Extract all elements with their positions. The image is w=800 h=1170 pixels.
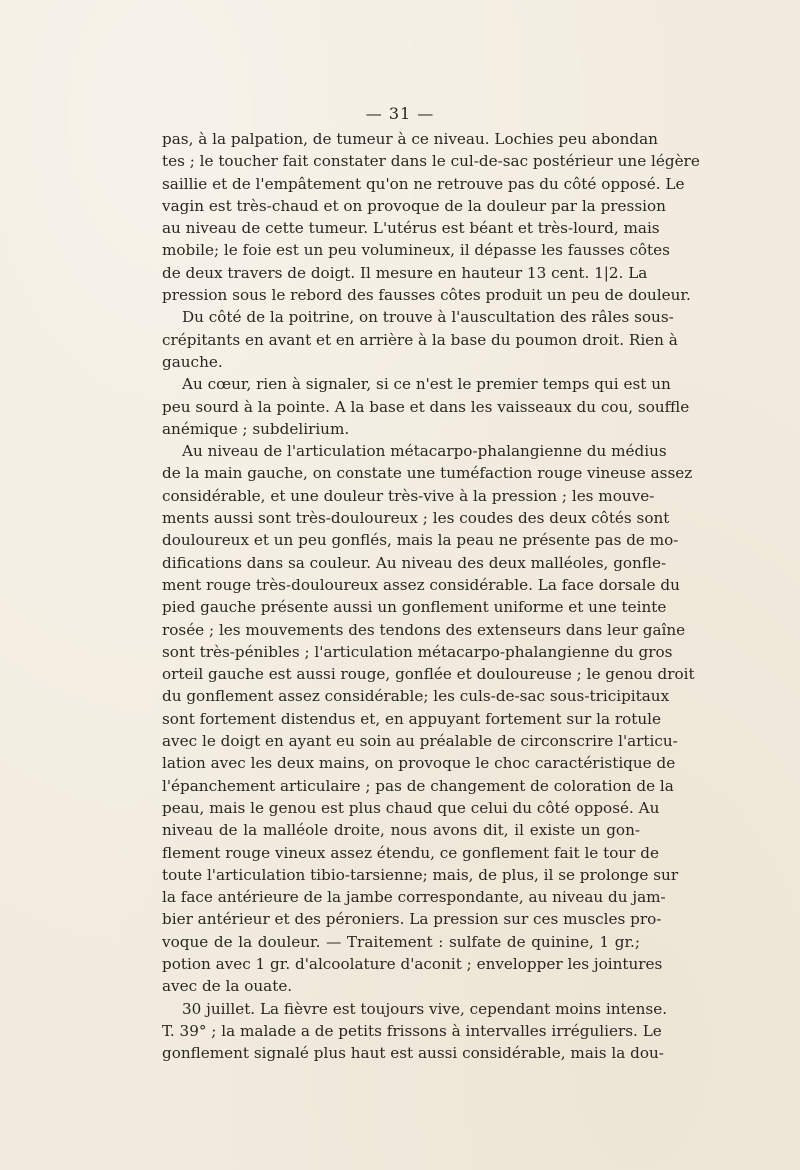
text-line: orteil gauche est aussi rouge, gonflée et douloureuse ; le genou droit xyxy=(162,665,695,684)
body-text xyxy=(162,128,700,1064)
text-line: douloureux et un peu gonflés, mais la peau ne présente pas de mo- xyxy=(162,531,679,550)
text-line: de deux travers de doigt. Il mesure en hauteur 13 cent. 1|2. La xyxy=(162,263,648,282)
text-line: saillie et de l'empâtement qu'on ne retrouve pas du côté opposé. Le xyxy=(162,174,685,193)
text-line: ment rouge très-douloureux assez considérable. La face dorsale du xyxy=(162,575,680,594)
text-line: gonflement signalé plus haut est aussi considérable, mais la dou- xyxy=(162,1044,664,1063)
text-line: ments aussi sont très-douloureux ; les coudes des deux côtés sont xyxy=(162,509,670,528)
page-number: — 31 — xyxy=(365,104,435,123)
text-line: l'épanchement articulaire ; pas de changement de coloration de la xyxy=(162,776,674,795)
text-line: potion avec 1 gr. d'alcoolature d'aconit ; envelopper les jointures xyxy=(162,954,663,973)
text-line: crépitants en avant et en arrière à la base du poumon droit. Rien à xyxy=(162,330,678,349)
text-line: avec le doigt en ayant eu soin au préalable de circonscrire l'articu- xyxy=(162,732,678,751)
text-line: pression sous le rebord des fausses côtes produit un peu de douleur. xyxy=(162,286,691,305)
text-line: niveau de la malléole droite, nous avons dit, il existe un gon- xyxy=(162,821,640,840)
text-line: de la main gauche, on constate une tuméfaction rouge vineuse assez xyxy=(162,464,693,483)
text-line: voque de la douleur. — Traitement : sulfate de quinine, 1 gr.; xyxy=(162,932,640,951)
text-line: considérable, et une douleur très-vive à la pression ; les mouve- xyxy=(162,486,655,505)
text-line: au niveau de cette tumeur. L'utérus est béant et très-lourd, mais xyxy=(162,219,660,238)
text-line: difications dans sa couleur. Au niveau des deux malléoles, gonfle- xyxy=(162,553,667,572)
text-line: la face antérieure de la jambe correspondante, au niveau du jam- xyxy=(162,888,666,907)
text-line: rosée ; les mouvements des tendons des extenseurs dans leur gaîne xyxy=(162,620,686,639)
text-line: anémique ; subdelirium. xyxy=(162,419,350,438)
text-line: toute l'articulation tibio-tarsienne; mais, de plus, il se prolonge sur xyxy=(162,865,679,884)
text-line: vagin est très-chaud et on provoque de la douleur par la pression xyxy=(162,196,666,215)
text-line: 30 juillet. La fièvre est toujours vive, cependant moins intense. xyxy=(182,999,668,1018)
text-line: du gonflement assez considérable; les culs-de-sac sous-tricipitaux xyxy=(162,687,670,706)
text-line: Du côté de la poitrine, on trouve à l'auscultation des râles sous- xyxy=(182,308,674,327)
text-line: T. 39° ; la malade a de petits frissons à intervalles irréguliers. Le xyxy=(162,1021,662,1040)
text-line: avec de la ouate. xyxy=(162,977,293,996)
text-line: sont très-pénibles ; l'articulation métacarpo-phalangienne du gros xyxy=(162,642,673,661)
text-line: peu sourd à la pointe. A la base et dans les vaisseaux du cou, souffle xyxy=(162,397,690,416)
text-line: Au niveau de l'articulation métacarpo-phalangienne du médius xyxy=(182,442,667,461)
text-line: mobile; le foie est un peu volumineux, il dépasse les fausses côtes xyxy=(162,241,670,260)
text-line: flement rouge vineux assez étendu, ce gonflement fait le tour de xyxy=(162,843,659,862)
text-line: sont fortement distendus et, en appuyant fortement sur la rotule xyxy=(162,709,661,728)
text-line: bier antérieur et des péroniers. La pression sur ces muscles pro- xyxy=(162,910,662,929)
text-line: peau, mais le genou est plus chaud que celui du côté opposé. Au xyxy=(162,798,660,817)
text-line: tes ; le toucher fait constater dans le cul-de-sac postérieur une légère xyxy=(162,152,700,171)
text-line: gauche. xyxy=(162,352,223,371)
text-line: lation avec les deux mains, on provoque le choc caractéristique de xyxy=(162,754,676,773)
text-line: Au cœur, rien à signaler, si ce n'est le premier temps qui est un xyxy=(182,375,671,394)
text-line: pied gauche présente aussi un gonflement uniforme et une teinte xyxy=(162,598,667,617)
text-line: pas, à la palpation, de tumeur à ce niveau. Lochies peu abondan xyxy=(162,130,658,148)
